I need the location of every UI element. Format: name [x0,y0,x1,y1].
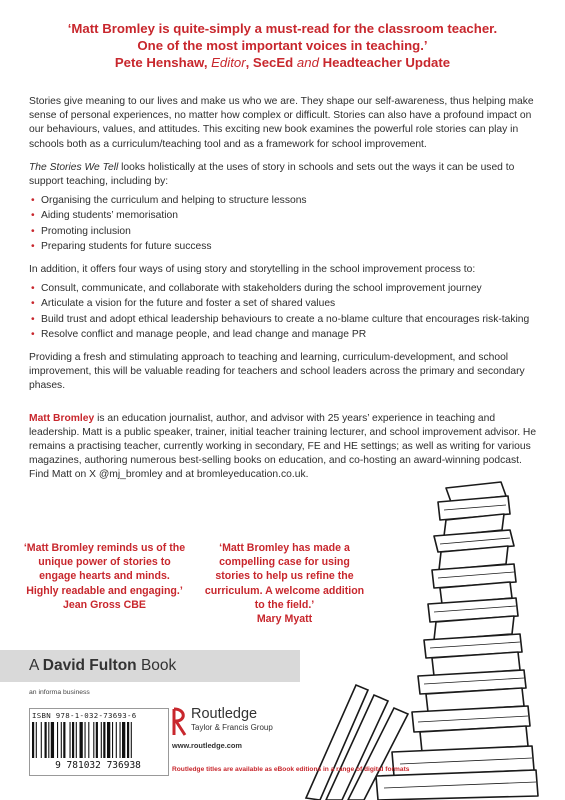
list-item: • Articulate a vision for the future and foster a set of shared values [29,297,539,311]
attribution-pub: Headteacher Update [318,55,451,70]
imprint-band [0,650,300,682]
list-item: • Preparing students for future success [29,240,539,254]
endorsement-1 [22,541,187,612]
ebook-note: Routledge titles are available as eBook editions in a range of digital formats [172,766,410,773]
teaching-uses-list [29,194,539,254]
school-improvement-list [29,282,539,342]
attribution-and: and [296,55,319,70]
informa-tagline: an informa business [29,689,90,696]
blurb [29,95,539,492]
endorsement-quote: ‘Matt Bromley reminds us of the unique power of stories to engage hearts and minds. Highly readable and engaging.’ [23,542,186,597]
author-bio [29,412,539,483]
blurb-paragraph-4: Providing a fresh and stimulating approach to teaching and learning, curriculum-development, and school improvement, this will be valuable reading for teachers and school leaders across the primary and secondary phases. [29,352,525,392]
isbn-text: ISBN 978-1-032-73693-6 [32,711,137,720]
quote-line-1: ‘Matt Bromley is quite-simply a must-read for the classroom teacher. [67,21,498,36]
blurb-paragraph-1: Stories give meaning to our lives and make us who we are. They shape our self-awareness, thus helping make sense of personal experiences, no matter how complex or difficult. Stories can also have a profound impact on our behaviours, values, and attitudes. This exciting new book examines the powerful role stories can play in schools both as a curriculum/teaching tool and as a framework for school improvement. [29,96,534,150]
list-item: • Consult, communicate, and collaborate with stakeholders during the school improvement journey [29,282,539,296]
attribution-mid: , SecEd [245,55,297,70]
publisher-group: Taylor & Francis Group [191,723,273,732]
imprint-suffix: Book [136,657,177,674]
list-item: • Aiding students’ memorisation [29,209,539,223]
blurb-paragraph-3: In addition, it offers four ways of using story and storytelling in the school improvement process to: [29,264,476,276]
barcode-digits: 9 781032 736938 [55,760,141,771]
author-name: Matt Bromley [29,412,95,424]
barcode-bars [32,722,164,760]
routledge-logo-icon [172,707,188,737]
attribution-name: Pete Henshaw [114,55,204,70]
book-title: The Stories We Tell [29,161,119,173]
imprint-prefix: A [29,657,43,674]
quote-attribution [0,54,565,71]
list-item: • Build trust and adopt ethical leadership behaviours to create a no-blame culture that encourages risk-taking [29,313,539,327]
publisher-name: Routledge [191,706,258,722]
endorsement-quote: ‘Matt Bromley has made a compelling case for using stories to help us refine the curriculum. A welcome addition to the field.’ [204,542,365,611]
list-item: • Promoting inclusion [29,225,539,239]
quote-line-2: One of the most important voices in teaching.’ [137,38,428,53]
publisher-url: www.routledge.com [172,741,242,750]
list-item: • Organising the curriculum and helping to structure lessons [29,194,539,208]
imprint-brand: David Fulton [42,657,137,674]
blurb-paragraph-2 [29,161,539,189]
list-item: • Resolve conflict and manage people, and lead change and manage PR [29,328,539,342]
top-quote [0,20,565,71]
book-stack-illustration [296,480,546,800]
author-bio-text: is an education journalist, author, and advisor with 25 years’ experience in teaching and leadership. Matt is a public speaker, trainer, initial teacher training lecturer, and school improvement advisor. He remains a practising teacher, currently working in secondary, FE and HE settings; as well as writing for various magazines, authoring numerous best-selling books on education, and co-hosting an award-winning podcast. Find Matt on X @mj_bromley and at bromleyeducation.co.uk. [29,412,537,481]
imprint-text [0,657,176,674]
attribution-sep: , [203,55,212,70]
endorser-name: Mary Myatt [256,613,313,626]
blurb-paragraph-2-text: looks holistically at the uses of story in schools and sets out the ways it can be used to support teaching, including by: [29,161,515,188]
endorser-name: Jean Gross CBE [62,598,147,611]
attribution-role: Editor [211,55,246,70]
